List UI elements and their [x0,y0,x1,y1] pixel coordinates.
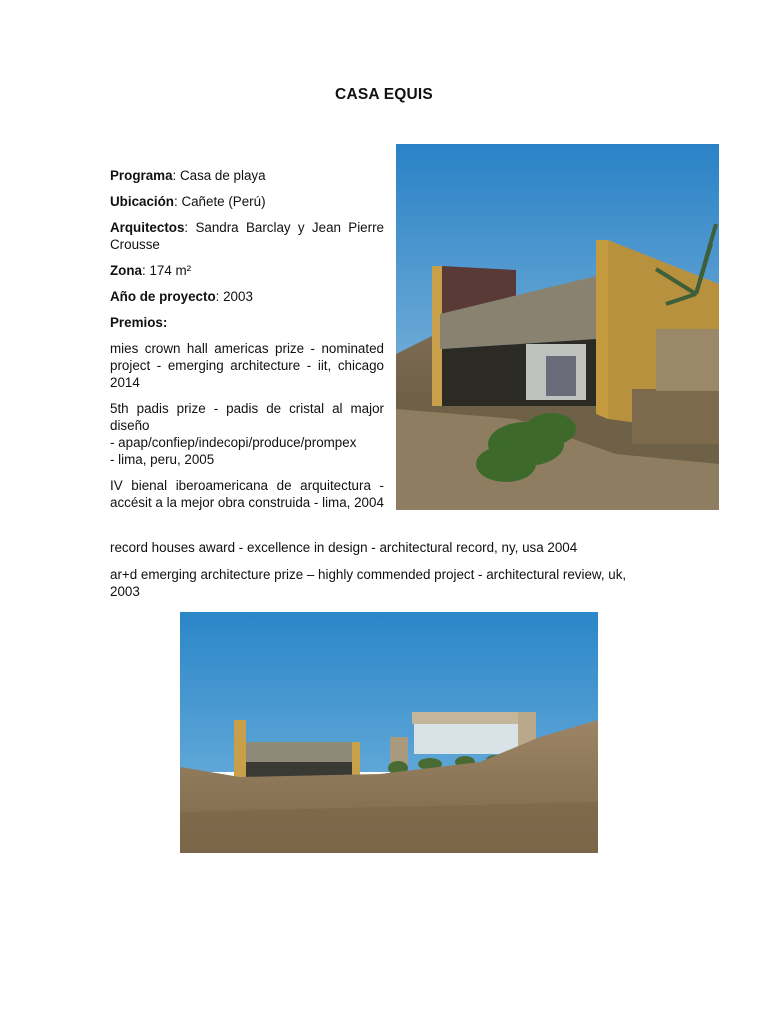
field-zona [110,262,384,279]
field-value: : Cañete (Perú) [174,194,266,209]
page-title: CASA EQUIS [335,86,433,103]
hillside-houses-photo [180,612,598,853]
stone-step [656,329,719,391]
award-item: - lima, peru, 2005 [110,452,215,467]
stone-step [632,389,719,444]
award-item: record houses award - excellence in design - architectural record, ny, usa 2004 [110,540,578,555]
award-item: 5th padis prize - padis de cristal al major diseño [110,401,384,433]
house-closeup-photo [396,144,719,510]
field-value: : Sandra Barclay y Jean Pierre Crousse [110,220,384,252]
field-label: Año de proyecto [110,289,216,304]
field-arquitectos [110,219,384,253]
field-value: : 2003 [215,289,253,304]
award-item: IV bienal iberoamericana de arquitectura - accésit a la mejor obra construida - lima, 2004 [110,478,384,510]
field-label: Premios: [110,315,168,330]
award-item: ar+d emerging architecture prize – highly commended project - architectural review, uk, 2003 [110,567,627,599]
ochre-wall [596,240,608,419]
field-ubicacion [110,193,384,210]
field-label: Programa [110,168,173,183]
project-details [110,167,384,520]
side-wall [390,737,408,765]
ochre-column [234,720,246,780]
field-value: : 174 m² [142,263,192,278]
roof-slab [412,712,522,724]
field-label: Arquitectos [110,220,185,235]
award-item-wide [110,539,658,556]
field-premios [110,314,384,331]
field-programa [110,167,384,184]
interior-furniture [546,356,576,396]
concrete-slab [246,742,356,762]
field-anio [110,288,384,305]
field-label: Ubicación [110,194,174,209]
field-label: Zona [110,263,142,278]
award-item: mies crown hall americas prize - nominated project - emerging architecture - iit, chicago 2014 [110,341,384,390]
award-item-wide [110,566,658,600]
glass-facade [414,724,518,754]
award-item: - apap/confiep/indecopi/produce/prompex [110,435,357,450]
field-value: : Casa de playa [172,168,266,183]
